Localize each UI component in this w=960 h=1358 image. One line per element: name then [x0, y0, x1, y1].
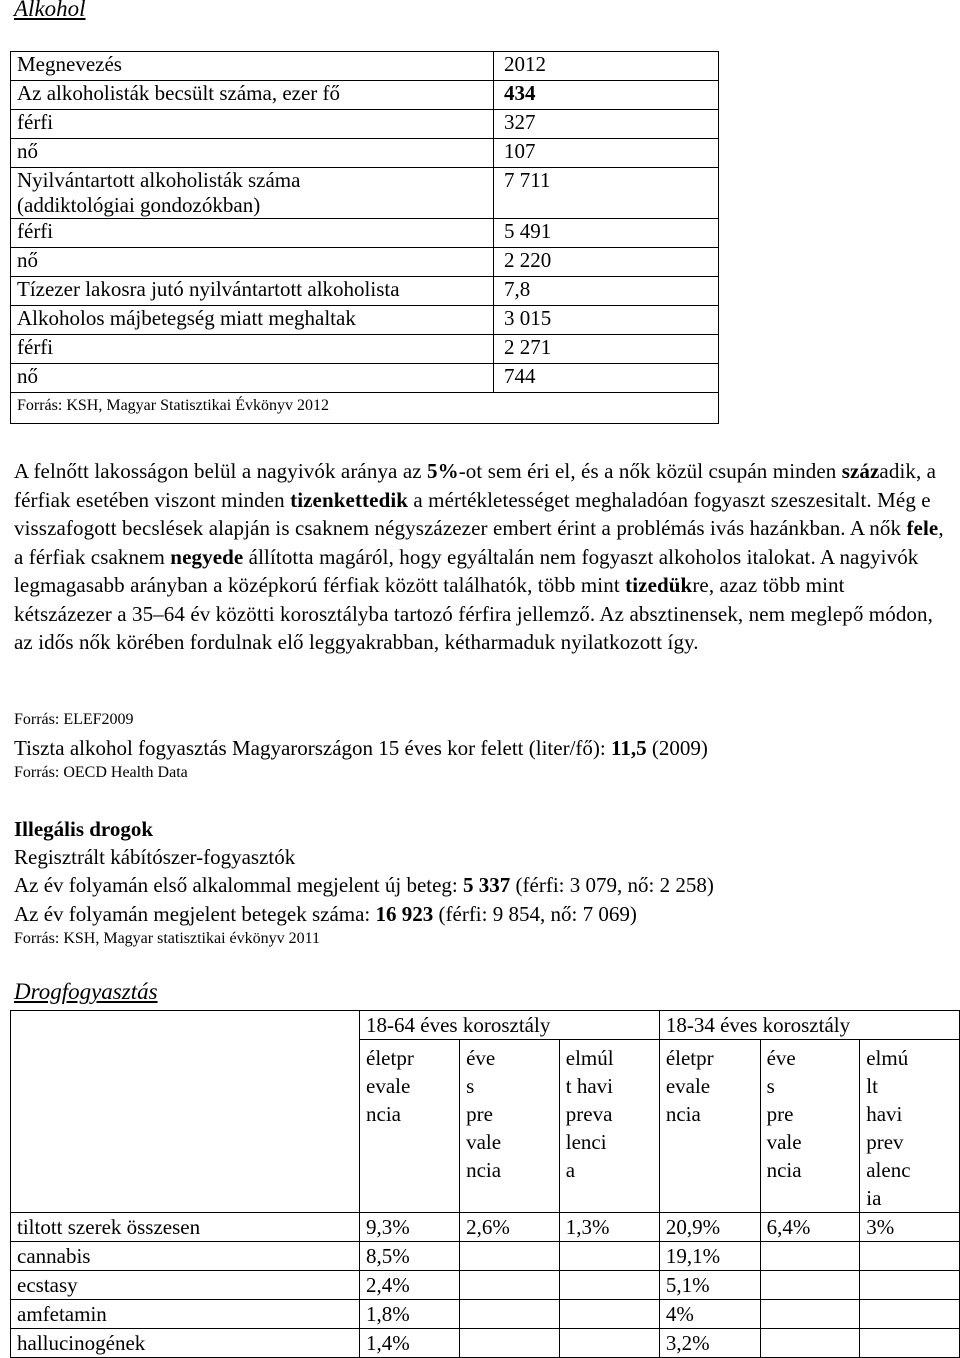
drug-row-value — [760, 1271, 860, 1300]
drug-consumption-table — [10, 1010, 960, 1358]
alcohol-table — [10, 51, 719, 424]
drug-row-value: 3,2% — [659, 1329, 760, 1358]
alcohol-table-row — [11, 335, 719, 364]
drugs-source: Forrás: KSH, Magyar statisztikai évkönyv 2011 — [14, 930, 321, 947]
drug-table-group-header: 18-64 éves korosztály — [360, 1011, 660, 1040]
drug-row-label: tiltott szerek összesen — [11, 1213, 360, 1242]
drug-row-value: 8,5% — [360, 1242, 460, 1271]
para-text: adik, a férfiak esetében viszont minden — [14, 459, 937, 512]
drug-row-label: amfetamin — [11, 1300, 360, 1329]
alcohol-row-label: nő — [11, 248, 494, 277]
alcohol-row-label: férfi — [11, 219, 494, 248]
alcohol-table-source-row — [11, 393, 719, 424]
pure-alcohol-text: Tiszta alkohol fogyasztás Magyarországon 15 éves kor felett (liter/fő): — [14, 736, 611, 760]
alcohol-row-label: férfi — [11, 110, 494, 139]
drug-table-group-header: 18-34 éves korosztály — [659, 1011, 959, 1040]
para-bold: 5% — [427, 459, 459, 483]
drug-row-label: hallucinogének — [11, 1329, 360, 1358]
drug-row-value — [559, 1271, 659, 1300]
alcohol-table-row — [11, 52, 719, 81]
drug-row-label: cannabis — [11, 1242, 360, 1271]
drug-row-value — [760, 1242, 860, 1271]
para-text: , a férfiak csaknem — [14, 516, 944, 569]
drug-table-sub-header: éve s pre vale ncia — [760, 1040, 860, 1213]
drug-row-value — [460, 1242, 560, 1271]
drug-row-value — [460, 1300, 560, 1329]
para-bold: tizedük — [625, 573, 693, 597]
drug-consumption-heading: Drogfogyasztás — [14, 979, 158, 1004]
alcohol-table-row — [11, 248, 719, 277]
pure-alcohol-line — [14, 736, 708, 761]
alcohol-row-label: férfi — [11, 335, 494, 364]
alcohol-heading: Alkohol — [14, 0, 86, 21]
drug-row-value — [860, 1271, 960, 1300]
drug-row-value — [559, 1242, 659, 1271]
alcohol-row-value: 2012 — [494, 52, 719, 81]
alcohol-row-label: nő — [11, 364, 494, 393]
drug-row-value — [760, 1300, 860, 1329]
drug-row-value — [559, 1329, 659, 1358]
alcohol-row-value: 434 — [494, 81, 719, 110]
drugs-line1-value: 5 337 — [463, 873, 511, 897]
alcohol-row-value: 327 — [494, 110, 719, 139]
alcohol-row-label: Nyilvántartott alkoholisták száma (addiktológiai gondozókban) — [11, 168, 494, 219]
drug-row-value — [760, 1329, 860, 1358]
para-bold: fele — [906, 516, 939, 540]
para-text: re, azaz több mint kétszázezer a 35–64 év közötti korosztályba tartozó férfira jellemző. Az absztinensek, nem meglepő módon, az idős nők körében fordulnak elő leggyakrabban, kétharmaduk nyilatkozott így. — [14, 573, 933, 654]
alcohol-table-row — [11, 277, 719, 306]
drug-table-corner — [11, 1011, 360, 1213]
drug-table-group-header-row — [11, 1011, 960, 1040]
alcohol-row-value: 7,8 — [494, 277, 719, 306]
para-text: A felnőtt lakosságon belül a nagyivók aránya az — [14, 459, 428, 483]
drugs-line1 — [14, 873, 714, 898]
pure-alcohol-value: 11,5 — [610, 736, 647, 760]
drugs-line1-text: Az év folyamán első alkalommal megjelent új beteg: — [14, 873, 464, 897]
drug-row-value: 1,8% — [360, 1300, 460, 1329]
para-bold: száz — [841, 459, 880, 483]
alcohol-row-value: 2 220 — [494, 248, 719, 277]
alcohol-row-value: 107 — [494, 139, 719, 168]
drug-row-value: 19,1% — [659, 1242, 760, 1271]
source-elef: Forrás: ELEF2009 — [14, 711, 134, 728]
alcohol-table-row — [11, 364, 719, 393]
alcohol-row-value: 744 — [494, 364, 719, 393]
drugs-subheading: Regisztrált kábítószer-fogyasztók — [14, 845, 296, 869]
alcohol-table-row — [11, 81, 719, 110]
drug-row-value: 4% — [659, 1300, 760, 1329]
alcohol-table-row — [11, 139, 719, 168]
alcohol-row-label: Megnevezés — [11, 52, 494, 81]
para-text: állította magáról, hogy egyáltalán nem fogyaszt alkoholos italokat. A nagyivók legmagasabb arányban a középkorú férfiak között találhatók, több mint — [14, 544, 919, 597]
drug-table-row — [11, 1300, 960, 1329]
drugs-line2-rest: (férfi: 9 854, nő: 7 069) — [433, 902, 637, 926]
alcohol-row-value: 3 015 — [494, 306, 719, 335]
drug-row-label: ecstasy — [11, 1271, 360, 1300]
drug-row-value: 1,4% — [360, 1329, 460, 1358]
drug-row-value: 20,9% — [659, 1213, 760, 1242]
alcohol-row-value: 5 491 — [494, 219, 719, 248]
drug-table-row — [11, 1271, 960, 1300]
drug-row-value — [559, 1300, 659, 1329]
para-bold: tizenkettedik — [290, 487, 409, 512]
drug-row-value: 1,3% — [559, 1213, 659, 1242]
drug-row-value: 9,3% — [360, 1213, 460, 1242]
drug-row-value: 2,6% — [460, 1213, 560, 1242]
drug-table-row — [11, 1213, 960, 1242]
alcohol-row-label: nő — [11, 139, 494, 168]
alcohol-table-row — [11, 306, 719, 335]
drugs-heading: Illegális drogok — [14, 817, 154, 841]
drug-row-value — [460, 1329, 560, 1358]
drugs-line1-rest: (férfi: 3 079, nő: 2 258) — [510, 873, 714, 897]
alcohol-row-value: 2 271 — [494, 335, 719, 364]
alcohol-row-label: Az alkoholisták becsült száma, ezer fő — [11, 81, 494, 110]
para-bold: negyede — [170, 544, 244, 569]
alcohol-row-label: Tízezer lakosra jutó nyilvántartott alkoholista — [11, 277, 494, 306]
drug-row-value — [860, 1242, 960, 1271]
drug-row-value: 2,4% — [360, 1271, 460, 1300]
source-oecd: Forrás: OECD Health Data — [14, 764, 188, 781]
pure-alcohol-year: (2009) — [646, 736, 708, 760]
drugs-line2 — [14, 902, 637, 927]
para-text: a mértékletességet meghaladóan fogyaszt szeszesitalt. Még e visszafogott becslések alapján is csaknem négyszázezer embert érint a problémás ivás hazánkban. A nők — [14, 487, 931, 540]
drug-table-row — [11, 1242, 960, 1271]
alcohol-row-value: 7 711 — [494, 168, 719, 219]
alcohol-paragraph — [14, 457, 944, 657]
para-text: -ot sem éri el, és a nők közül csupán minden — [458, 459, 842, 483]
drug-table-sub-header: életpr evale ncia — [360, 1040, 460, 1213]
drugs-line2-value: 16 923 — [375, 902, 434, 926]
drug-row-value — [860, 1329, 960, 1358]
drug-row-value — [460, 1271, 560, 1300]
drug-row-value: 6,4% — [760, 1213, 860, 1242]
alcohol-row-label: Alkoholos májbetegség miatt meghaltak — [11, 306, 494, 335]
drug-table-sub-header: elmúl t havi preva lenci a — [559, 1040, 659, 1213]
drugs-line2-text: Az év folyamán megjelent betegek száma: — [14, 902, 376, 926]
drug-table-sub-header: életpr evale ncia — [659, 1040, 760, 1213]
drug-row-value — [860, 1300, 960, 1329]
alcohol-table-row — [11, 110, 719, 139]
drug-table-row — [11, 1329, 960, 1358]
drug-table-sub-header: éve s pre vale ncia — [460, 1040, 560, 1213]
drug-table-sub-header: elmú lt havi prev alenc ia — [860, 1040, 960, 1213]
drug-row-value: 3% — [860, 1213, 960, 1242]
alcohol-table-source: Forrás: KSH, Magyar Statisztikai Évkönyv 2012 — [11, 393, 719, 424]
drug-row-value: 5,1% — [659, 1271, 760, 1300]
alcohol-table-row — [11, 168, 719, 219]
alcohol-table-row — [11, 219, 719, 248]
